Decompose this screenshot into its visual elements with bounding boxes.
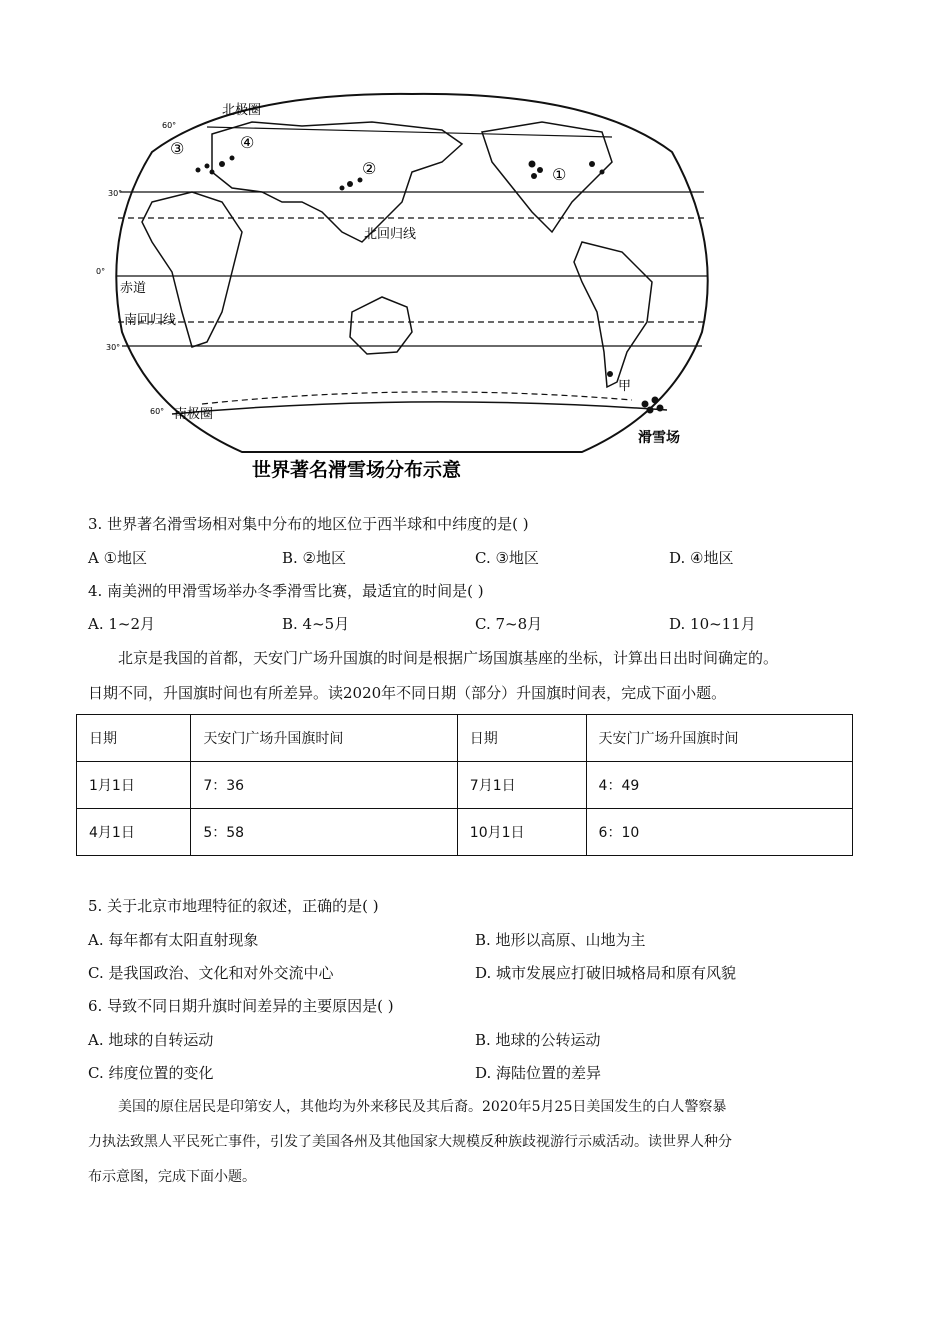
q6-stem: 6. 导致不同日期升旗时间差异的主要原因是( ): [88, 997, 394, 1015]
q4-option-a: A. 1~2月: [88, 615, 156, 633]
table-header: 日期: [457, 715, 586, 762]
table-header: 日期: [77, 715, 191, 762]
table-cell: 7月1日: [457, 762, 586, 809]
q5-option-d: D. 城市发展应打破旧城格局和原有风貌: [475, 964, 737, 982]
flag-raising-time-table: [76, 714, 853, 856]
table-row: [77, 762, 853, 809]
label-antarctic-circle: 南极圈: [174, 407, 214, 422]
intro2-line3: 布示意图，完成下面小题。: [88, 1169, 256, 1185]
label-lat-0: 0°: [96, 267, 106, 276]
table-row: [77, 809, 853, 856]
label-region-3: ③: [170, 139, 185, 158]
south-america-outline: [574, 242, 652, 387]
label-lat-30n: 30°: [108, 189, 123, 198]
label-tropic-cancer: 北回归线: [364, 227, 417, 242]
map-caption: 世界著名滑雪场分布示意: [252, 459, 462, 481]
intro2-line2: 力执法致黑人平民死亡事件，引发了美国各州及其他国家大规模反种族歧视游行示威活动。读世界人种分: [88, 1134, 732, 1150]
q4-option-b: B. 4~5月: [282, 615, 350, 633]
q5-stem: 5. 关于北京市地理特征的叙述，正确的是( ): [88, 897, 379, 915]
q3-option-b: B. ②地区: [282, 549, 347, 567]
q3-option-d: D. ④地区: [669, 549, 734, 567]
q6-option-a: A. 地球的自转运动: [88, 1031, 214, 1049]
ski-resort-world-map: [96, 92, 712, 492]
q4-option-c: C. 7~8月: [475, 615, 543, 633]
label-lat-30s: 30°: [106, 343, 121, 352]
label-lat-60n: 60°: [162, 121, 177, 130]
arctic-circle-line: [207, 127, 612, 137]
intro1-line2: 日期不同，升国旗时间也有所差异。读2020年不同日期（部分）升国旗时间表，完成下面小题。: [88, 684, 727, 702]
q4-option-d: D. 10~11月: [669, 615, 756, 633]
table-cell: 7：36: [191, 762, 457, 809]
label-lat-60s: 60°: [150, 407, 165, 416]
table-cell: 10月1日: [457, 809, 586, 856]
q4-stem: 4. 南美洲的甲滑雪场举办冬季滑雪比赛，最适宜的时间是( ): [88, 582, 484, 600]
table-cell: 6：10: [586, 809, 852, 856]
intro2-line1: 美国的原住居民是印第安人，其他均为外来移民及其后裔。2020年5月25日美国发生的白人警察暴: [118, 1099, 727, 1115]
ski-dots-region-1: [529, 161, 605, 180]
table-header: 天安门广场升国旗时间: [586, 715, 852, 762]
ski-dots-region-2: [340, 178, 363, 191]
north-america-outline: [482, 122, 612, 232]
label-region-1: ①: [552, 165, 567, 184]
q6-option-b: B. 地球的公转运动: [475, 1031, 601, 1049]
label-region-2: ②: [362, 159, 377, 178]
ski-dots-region-4: [210, 156, 235, 175]
label-region-4: ④: [240, 133, 255, 152]
label-arctic-circle: 北极圈: [222, 103, 262, 118]
q5-option-b: B. 地形以高原、山地为主: [475, 931, 646, 949]
table-cell: 5：58: [191, 809, 457, 856]
ski-dot-jia: [607, 371, 613, 377]
table-header-row: [77, 715, 853, 762]
q6-option-d: D. 海陆位置的差异: [475, 1064, 602, 1082]
legend-label: 滑雪场: [638, 430, 680, 446]
q3-option-a: A ①地区: [88, 549, 148, 567]
table-cell: 1月1日: [77, 762, 191, 809]
intro1-line1: 北京是我国的首都，天安门广场升国旗的时间是根据广场国旗基座的坐标，计算出日出时间确定的。: [118, 649, 779, 667]
antarctica-outline: [172, 402, 667, 414]
table-cell: 4：49: [586, 762, 852, 809]
q5-option-c: C. 是我国政治、文化和对外交流中心: [88, 964, 334, 982]
label-equator: 赤道: [120, 281, 147, 296]
q3-option-c: C. ③地区: [475, 549, 539, 567]
table-cell: 4月1日: [77, 809, 191, 856]
label-tropic-capricorn: 南回归线: [124, 313, 177, 328]
map-frame: [116, 94, 707, 452]
table-header: 天安门广场升国旗时间: [191, 715, 457, 762]
q6-option-c: C. 纬度位置的变化: [88, 1064, 214, 1082]
q5-option-a: A. 每年都有太阳直射现象: [88, 931, 259, 949]
label-jia: 甲: [618, 379, 632, 394]
q3-stem: 3. 世界著名滑雪场相对集中分布的地区位于西半球和中纬度的是( ): [88, 515, 529, 533]
ski-dots-region-3: [196, 164, 210, 173]
